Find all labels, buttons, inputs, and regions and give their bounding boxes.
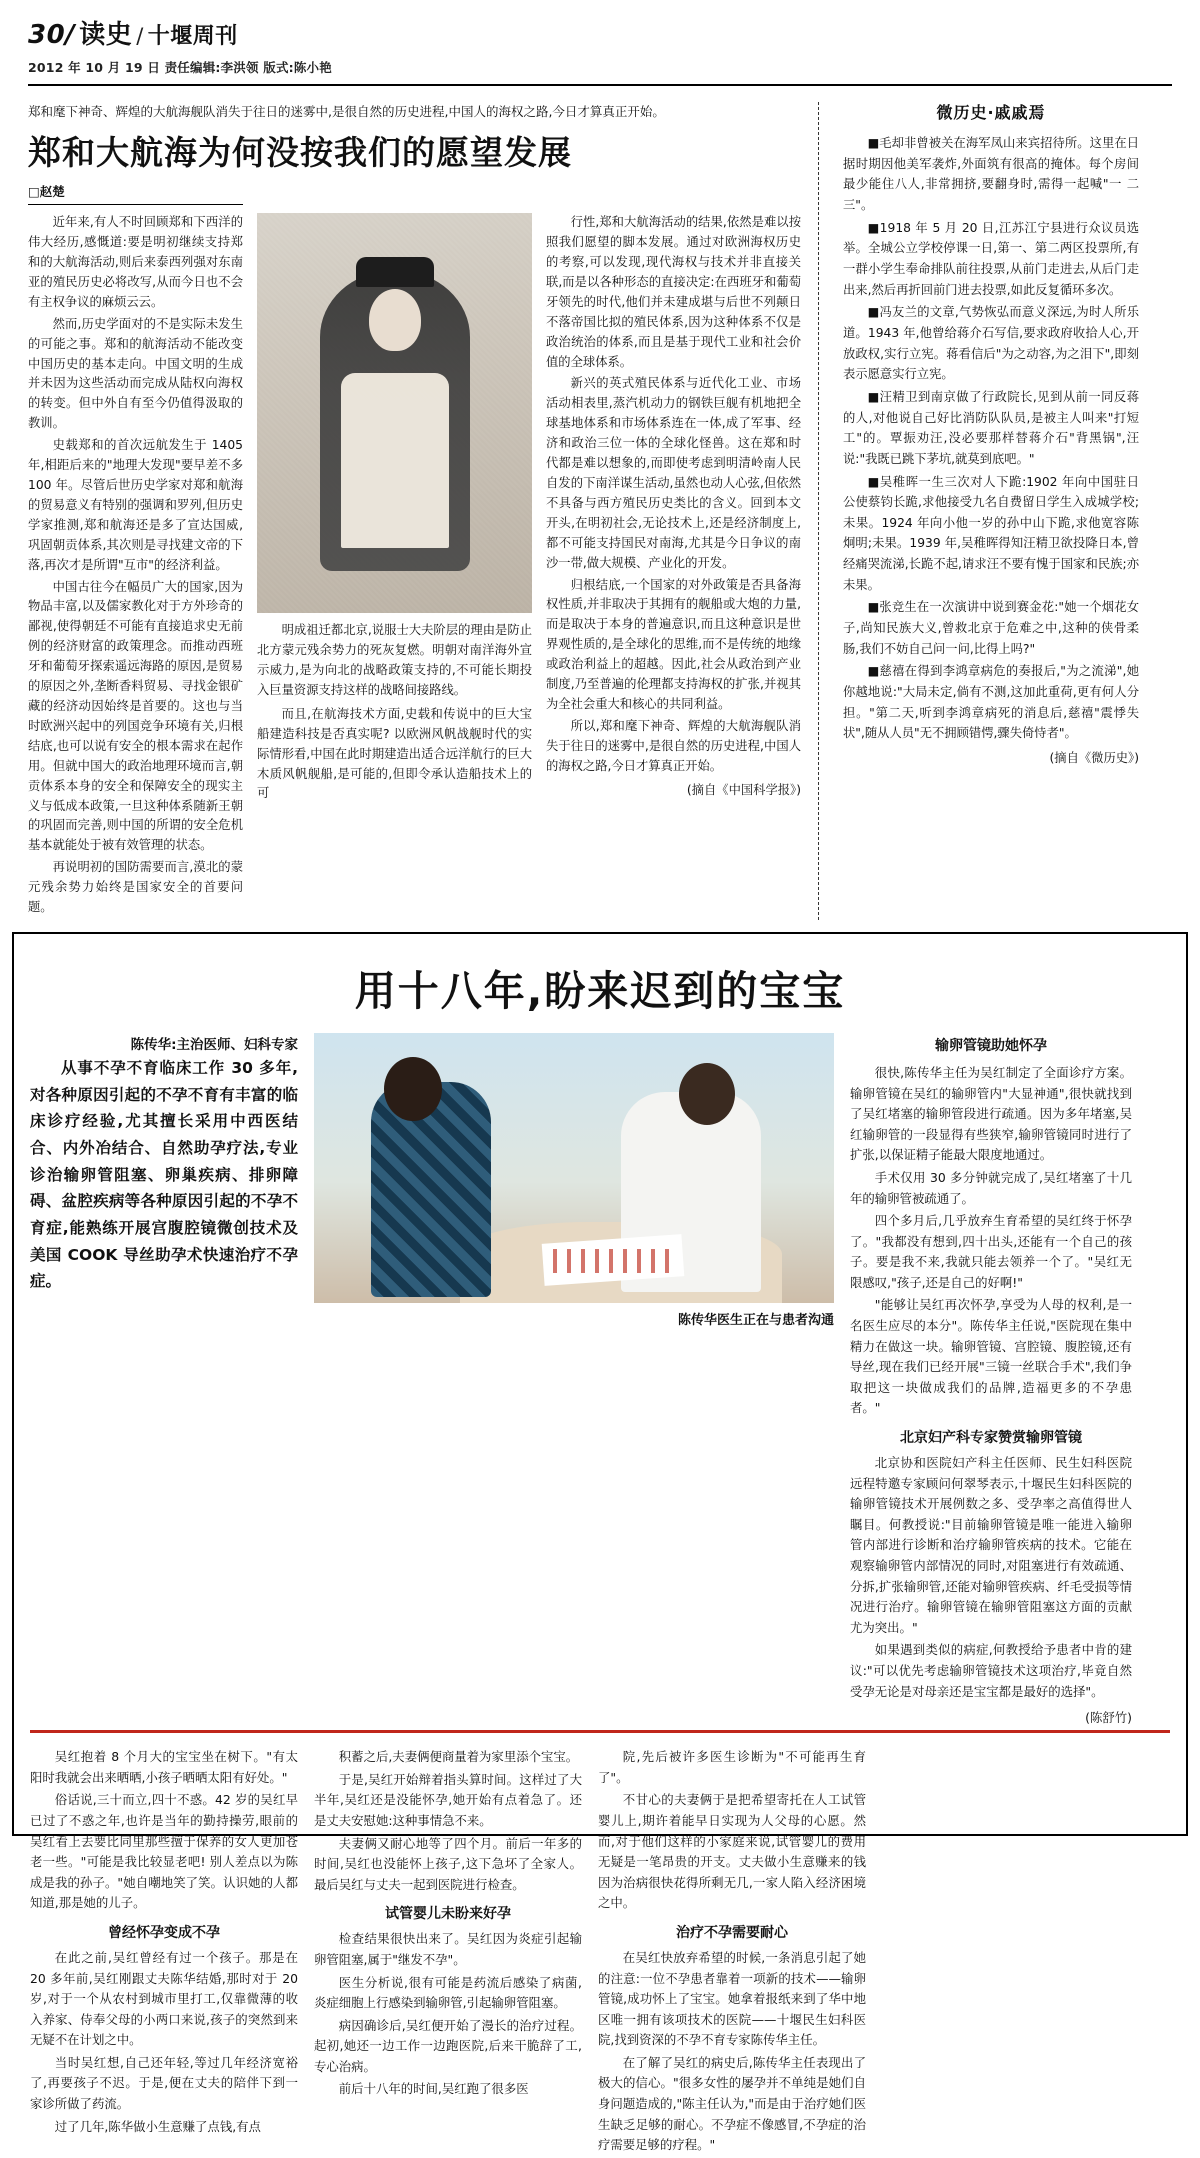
masthead-subline: 2012 年 10 月 19 日 责任编辑:李洪领 版式:陈小艳 [28,60,332,75]
article-headline: 郑和大航海为何没按我们的愿望发展 [28,132,572,172]
doctor-bio: 从事不孕不育临床工作 30 多年,对各种原因引起的不孕不育有丰富的临床诊疗经验,尤其擅长采用中西医结合、内外冶结合、自然助孕疗法,专业诊治输卵管阻塞、卵巢疾病、排卵障碍、盆腔疾病等各种原因引起的不孕不育症,能熟练开展宫腹腔镜微创技术及美国 COOK 导丝助孕术快速治疗不孕症。 [30,1058,298,1291]
top-article-area [0,86,1200,920]
feature-photo-caption: 陈传华医生正在与患者沟通 [677,1312,834,1328]
paragraph: 而且,在航海技术方面,史载和传说中的巨大宝船建造科技是否真实呢? 以欧洲风帆战舰时代的实际情形看,中国在此时期建造出适合远洋航行的巨大木质风帆舰船,是可能的,但即令承认造船技术上的可 [257,706,532,801]
paragraph: 不甘心的夫妻俩于是把希望寄托在人工试管婴儿上,期许着能早日实现为人父母的心愿。然而,对于他们这样的小家庭来说,试管婴儿的费用无疑是一笔昂贵的开支。丈夫做小生意赚来的钱因为治病很快花得所剩无几,一家人陷入经济困境之中。 [598,1792,866,1911]
article-source: (摘自《中国科学报》) [686,782,801,797]
paragraph: 近年来,有人不时回顾郑和下西洋的伟大经历,感慨道:要是明初继续支持郑和的大航海活动,则后来泰西列强对东南亚的殖民历史必将改写,从而今日也不会有主权争议的麻烦云云。 [28,215,243,309]
micro-history-title: 微历史·戚戚焉 [936,103,1046,122]
feature-column-3 [598,1747,866,2158]
paragraph: 过了几年,陈华做小生意赚了点钱,有点 [54,2118,261,2134]
top-article [28,86,818,920]
paragraph: 俗话说,三十而立,四十不惑。42 岁的吴红早已过了不惑之年,也许是当年的勤持操劳,眼前的吴红看上去要比同里那些擅于保养的女人更加苍老一些。"可能是我比较显老吧! 别人差点以为陈成是我的孙子。"她自嘲地笑了笑。认识她的人都知道,那是她的儿子。 [30,1792,298,1911]
paragraph: 在了解了吴红的病史后,陈传华主任表现出了极大的信心。"很多女性的屡孕并不单纯是她们自身问题造成的,"陈主任认为,"而是由于治疗她们医生缺乏足够的耐心。不孕症不像感冒,不孕症的治疗需要足够的疗程。" [598,2054,866,2153]
article-column-1 [28,213,243,920]
paragraph: 检查结果很快出来了。吴红因为炎症引起输卵管阻塞,属于"继发不孕"。 [314,1931,582,1967]
paragraph: 如果遇到类似的病症,何教授给予患者中肯的建议:"可以优先考虑输卵管镜技术这项治疗,毕竟自然受孕无论是对母亲还是宝宝都是最好的选择"。 [850,1642,1132,1699]
article-column-3 [546,213,801,920]
paragraph: 医生分析说,很有可能是药流后感染了病菌,炎症细胞上行感染到输卵管,引起输卵管阻塞。 [314,1974,582,2011]
masthead [0,0,1200,76]
feature-article [12,932,1188,2153]
photo-hat [356,257,434,287]
feature-column-4-spacer [882,1747,1164,2158]
paragraph: 行性,郑和大航海活动的结果,依然是难以按照我们愿望的脚本发展。通过对欧洲海权历史的考察,可以发现,现代海权与技术并非直接关联,而是以各种形态的直接决定:在西班牙和葡萄牙领先的时代,他们并未建成堪与后世不列颠日不落帝国比拟的殖民体系,因为这种体系不仅是政治统治的体系,而且是基于现代工业和社会价值的全球体系。 [546,215,801,369]
feature-subheading: 试管婴儿未盼来好孕 [385,1906,511,1923]
paragraph: 积蓄之后,夫妻俩便商量着为家里添个宝宝。 [338,1749,579,1765]
photo-caption: 明成祖迁都北京,说服士大夫阶层的理由是防止北方蒙元残余势力的死灰复燃。明朝对南洋海外宣示威力,是为向北的战略政策支持的,不可能长期投入巨量资源支持这样的战略间接路线。 [257,623,532,697]
zhenghe-portrait-photo [257,213,532,613]
paragraph: 在此之前,吴红曾经有过一个孩子。那是在 20 多年前,吴红刚跟丈夫陈华结婚,那时对于 20 岁,对于一个从农村到城市里打工,仅靠微薄的收入养家、侍奉父母的小两口来说,孩子的突然到来无疑不在计划之中。 [30,1949,298,2048]
micro-item: ■慈禧在得到李鸿章病危的奏报后,"为之流涕",她你越地说:"大局未定,倘有不测,这加此重荷,更有何人分担。"第二天,听到李鸿章病死的消息后,慈禧"震悸失状",随从人员"无不拥顾错愕,骤失倚恃者"。 [843,664,1139,741]
paragraph: 在吴红快放弃希望的时候,一条消息引起了她的注意:一位不孕患者靠着一项新的技术——输卵管镜,成功怀上了宝宝。她拿着报纸来到了华中地区唯一拥有该项技术的医院——十堰民生妇科医院,找到资深的不孕不育专家陈传华主任。 [598,1949,866,2048]
photo-document-text [553,1249,673,1273]
paper-name: 十堰周刊 [147,24,238,49]
photo-face [369,289,421,351]
feature-subheading: 治疗不孕需要耐心 [676,1924,788,1941]
paragraph: 四个多月后,几乎放弃生育希望的吴红终于怀孕了。"我都没有想到,四十出头,还能有一个自己的孩子。要是我不来,我就只能去领养一个了。"吴红无限感叹,"孩子,还是自己的好啊!" [850,1213,1132,1290]
paragraph: 所以,郑和麾下神奇、辉煌的大航海舰队消失于往日的迷雾中,是很自然的历史进程,中国人的海权之路,今日才算真正开始。 [546,718,801,773]
paragraph: 吴红抱着 8 个月大的宝宝坐在树下。"有太阳时我就会出来晒晒,小孩子晒晒太阳有好处。" [30,1749,298,1785]
paragraph: 当时吴红想,自己还年轻,等过几年经济宽裕了,再要孩子不迟。于是,便在丈夫的陪伴下到一家诊所做了药流。 [30,2054,298,2112]
paragraph: 史载郑和的首次远航发生于 1405 年,相距后来的"地理大发现"要早差不多 100 年。尽管后世历史学家对郑和航海的贸易意义有特别的强调和罗列,但历史学家推测,郑和航海还是多了宣达国威,巩固朝贡体系,其次则是寻找建文帝的下落,再次才是所谓"互市"的经济利益。 [28,438,243,572]
feature-subheading: 曾经怀孕变成不孕 [108,1924,220,1941]
photo-robe [341,373,449,548]
feature-right-column [850,1033,1132,1726]
micro-item: ■1918 年 5 月 20 日,江苏江宁县进行众议员选举。全城公立学校停课一日,第一、第二两区投票所,有一群小学生奉命排队前往投票,从前门走进去,从后门走出来,然后再折回前门进去投票,如此反复循环多次。 [843,220,1139,297]
paragraph: 归根结底,一个国家的对外政策是否具备海权性质,并非取决于其拥有的舰船或大炮的力量,而是取决于本身的普遍意识,而且这种意识是世界观性质的,是全球化的思维,而不是传统的地缘或政治利益上的超越。因此,社会从政治到产业制度,乃至普遍的伦理都支持海权的扩张,并视其为全社会重大和核心的共同利益。 [546,577,801,711]
feature-red-rule [30,1730,1170,1733]
article-column-2 [257,213,532,920]
feature-photo-wrap [314,1033,834,1328]
micro-history-column [829,86,1139,920]
page-number: 30/ [28,20,76,50]
paragraph: 病因确诊后,吴红便开始了漫长的治疗过程。起初,她还一边工作一边跑医院,后来干脆辞了工,专心治病。 [314,2017,582,2074]
photo-doctor-head [679,1063,735,1125]
micro-item: ■张竞生在一次演讲中说到赛金花:"她一个烟花女子,尚知民族大义,曾救北京于危难之中,这种的侠骨柔肠,我们不妨自己问一问,比得上吗?" [843,600,1139,656]
paragraph: 再说明初的国防需要而言,漠北的蒙元残余势力始终是国家安全的首要问题。 [28,860,243,915]
paragraph: 北京协和医院妇产科主任医师、民生妇科医院远程特邀专家顾问何翠琴表示,十堰民生妇科医院的输卵管镜技术开展例数之多、受孕率之高值得世人瞩目。何教授说:"目前输卵管镜是唯一能进入输卵管内部进行诊断和治疗输卵管疾病的技术。它能在观察输卵管内部情况的同时,对阻塞进行有效疏通、分拆,扩张输卵管,还能对输卵管疾病、纤毛受损等情况进行治疗。输卵管镜在输卵管阻塞这方面的贡献尤为突出。" [850,1455,1132,1635]
micro-item: ■毛却非曾被关在海军凤山来宾招待所。这里在日据时期因他美军袭炸,外面筑有很高的掩体。每个房间最少能住八人,非常拥挤,要翻身时,需得一起喊"一 二 三"。 [843,136,1139,212]
photo-patient-head [384,1057,442,1121]
feature-subheading: 输卵管镜助她怀孕 [935,1037,1047,1054]
feature-column-1 [30,1747,298,2158]
paragraph: 很快,陈传华主任为吴红制定了全面诊疗方案。输卵管镜在吴红的输卵管内"大显神通",很快就找到了吴红堵塞的输卵管段进行疏通。因为多年堵塞,吴红输卵管的一段显得有些狭窄,输卵管镜同时进行了扩张,以保证精子能最大限度地通过。 [850,1064,1132,1163]
micro-item: ■汪精卫到南京做了行政院长,见到从前一同反蒋的人,对他说自己好比消防队队员,是被主人叫来"打短工"的。覃振劝汪,没必要那样替蒋介石"背黑锅",汪说:"我既已跳下茅坑,就莫到底吧。" [843,389,1139,466]
paragraph: 新兴的英式殖民体系与近代化工业、市场活动相表里,蒸汽机动力的钢铁巨舰有机地把全球基地体系和市场体系连在一体,成了军事、经济和政治三位一体的全球化怪兽。这在郑和时代都是难以想象的,而即使考虑到明清岭南人民自发的下南洋谋生活动,虽然也动人心弦,但依然不具备与西方殖民历史类比的含义。回到本文开头,在明初社会,无论技术上,还是经济制度上,都不可能支持国民对南海,尤其是今日争议的南沙一带,做大规模、产业化的开发。 [546,376,801,570]
feature-subheading: 北京妇产科专家赞赏输卵管镜 [900,1430,1082,1447]
paragraph: "能够让吴红再次怀孕,享受为人母的权利,是一名医生应尽的本分"。陈传华主任说,"医院现在集中精力在做这一块。输卵管镜、宫腔镜、腹腔镜,还有导丝,现在我们已经开展"三镜一丝联合手术",我们争取把这一块做成我们的品牌,造福更多的不孕患者。" [850,1297,1132,1416]
paragraph: 夫妻俩又耐心地等了四个月。前后一年多的时间,吴红也没能怀上孩子,这下急坏了全家人。最后吴红与丈夫一起到医院进行检查。 [314,1835,582,1892]
feature-top-row [30,1033,1170,1726]
byline-rule [28,204,243,205]
feature-bottom-columns [30,1747,1170,2158]
feature-signature: (陈舒竹) [1085,1710,1132,1726]
column-divider [818,102,819,920]
article-byline: □赵楚 [28,184,65,200]
paragraph: 院,先后被许多医生诊断为"不可能再生育了"。 [598,1749,866,1785]
micro-item: ■冯友兰的文章,气势恢弘而意义深远,为时人所乐道。1943 年,他曾给蒋介石写信,要求政府收拾人心,开放政权,实行立宪。蒋看信后"为之动容,为之泪下",即刻表示愿意实行立宪。 [843,305,1139,382]
paragraph: 手术仅用 30 多分钟就完成了,吴红堵塞了十几年的输卵管被疏通了。 [850,1169,1132,1206]
consultation-photo [314,1033,834,1303]
paragraph: 于是,吴红开始辩着指头算时间。这样过了大半年,吴红还是没能怀孕,她开始有点着急了。还是丈夫安慰她:这种事情急不来。 [314,1771,582,1828]
micro-source: (摘自《微历史》) [1049,751,1139,766]
doctor-profile [30,1033,298,1295]
masthead-title-line [28,14,1172,51]
masthead-separator: / [136,24,144,48]
article-lede: 郑和麾下神奇、辉煌的大航海舰队消失于往日的迷雾中,是很自然的历史进程,中国人的海权之路,今日才算真正开始。 [28,104,665,119]
paragraph: 中国古往今在幅员广大的国家,因为物品丰富,以及儒家教化对于方外珍奇的鄙视,使得朝廷不可能有直接追求史无前例的经济财富的政策理念。而推动西班牙和葡萄牙探索遥远海路的原因,是贸易的原因之外,垄断香料贸易、寻找金银矿藏的经济动因始终是首要的。这也与当时欧洲兴起中的列国竞争环境有关,归根结底,也可以说有安全的根本需求在起作用。但就中国大的政治地理环境而言,朝贡体系本身的安全和保障安全的现实主义与低成本政策,一旦这种体系随新王朝的巩固而完善,则中国的所谓的安全危机基本就能处于被有效管理的状态。 [28,579,243,853]
micro-item: ■吴稚晖一生三次对人下跪:1902 年向中国驻日公使蔡钧长跪,求他接受九名自费留日学生入成城学校;未果。1924 年向小他一岁的孙中山下跪,求他宽容陈炯明;未果。1939 年,吴稚晖得知汪精卫欲投降日本,曾经痛哭流涕,长跪不起,请求汪不要有愧于国家和民族;亦未果。 [843,474,1139,592]
feature-headline: 用十八年,盼来迟到的宝宝 [354,966,846,1015]
feature-column-2 [314,1747,582,2158]
article-columns [28,213,804,920]
paragraph: 然而,历史学面对的不是实际未发生的可能之事。郑和的航海活动不能改变中国历史的基本走向。中国文明的生成并未因为这些活动而完成从陆权向海权的转变。但中外自有至今仍值得汲取的教训。 [28,316,243,431]
section-name: 读史 [79,20,133,50]
doctor-name: 陈传华:主治医师、妇科专家 [130,1036,298,1053]
paragraph: 前后十八年的时间,吴红跑了很多医 [338,2081,529,2097]
article-photo-wrap [257,213,532,701]
